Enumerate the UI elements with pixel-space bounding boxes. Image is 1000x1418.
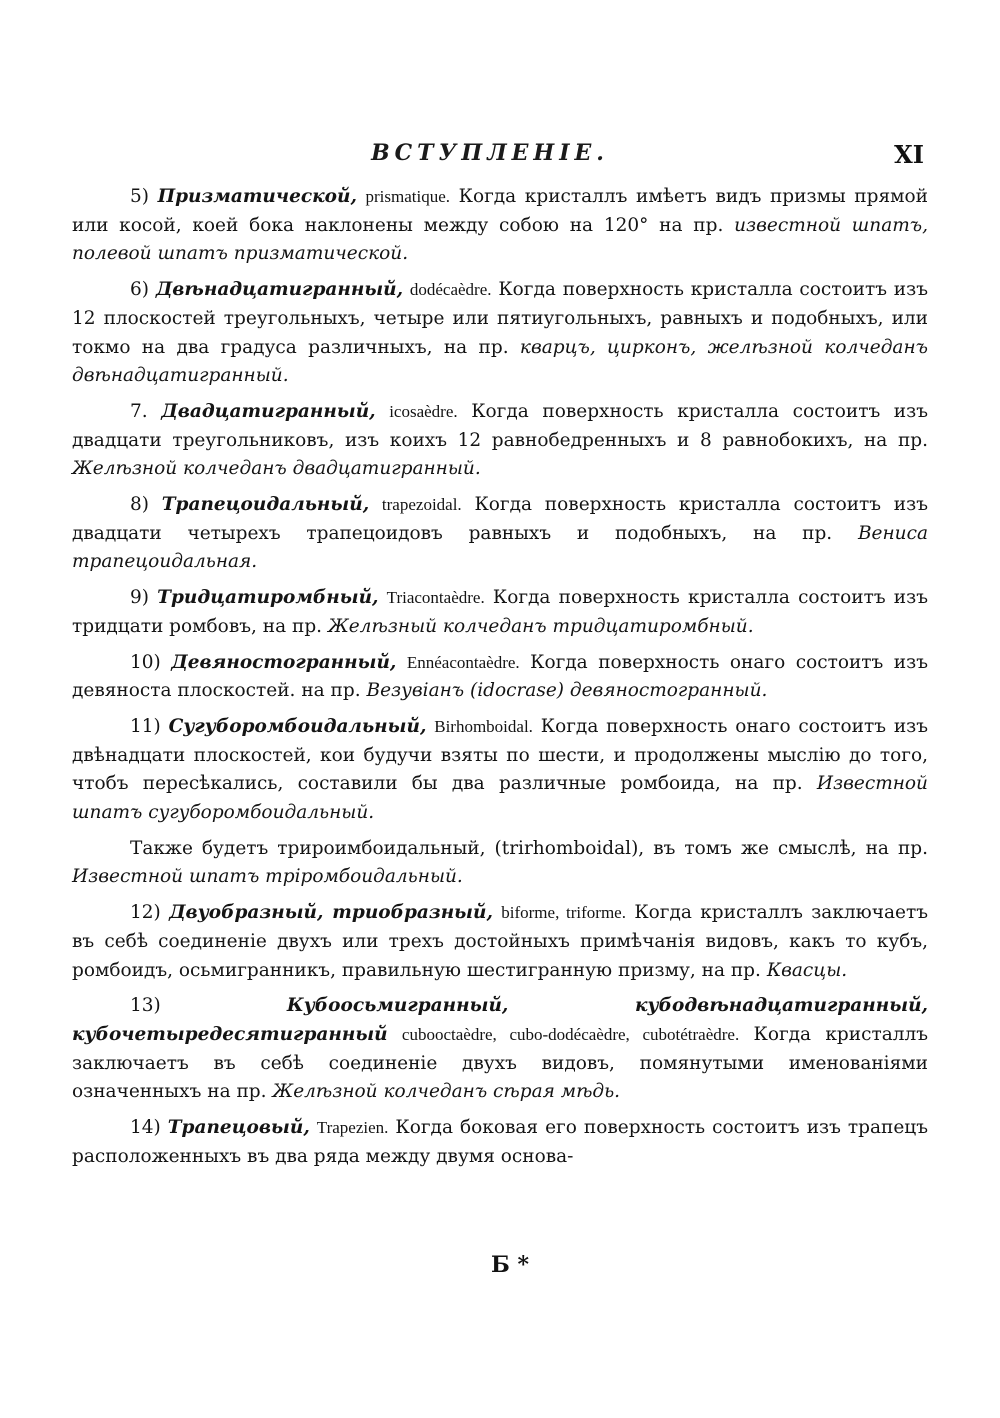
examples: Известной шпатъ сугуборомбоидальный. xyxy=(72,773,928,824)
definition-text: Когда кристаллъ имѣетъ видъ призмы прямой или косой, коей бока наклонены между собою на 120° на пр. xyxy=(72,186,928,236)
item-number: 12) xyxy=(130,902,161,924)
examples: Желѣзный колчеданъ тридцатиромбный. xyxy=(327,615,754,637)
examples: Известной шпатъ тріромбоидальный. xyxy=(72,866,463,888)
french-term: cubooctaèdre, cubo-dodécaèdre, cubotétraèdre. xyxy=(401,1024,740,1044)
term: Тридцатиромбный, xyxy=(157,587,379,609)
running-title: ВСТУПЛЕНIЕ. xyxy=(371,140,609,166)
paragraph-11 xyxy=(72,713,928,828)
examples: Вениса трапецоидальная. xyxy=(72,522,928,573)
examples: кварцъ, цирконъ, желѣзной колчеданъ двѣнадцатигранный. xyxy=(72,336,928,387)
term: Трапецовый, xyxy=(167,1117,310,1139)
term: Двѣнадцатигранный, xyxy=(155,279,404,301)
paragraph-12 xyxy=(72,899,928,985)
french-term: Birhomboidal. xyxy=(434,716,533,736)
definition-text: Когда поверхность кристалла состоитъ изъ двадцати треугольниковъ, изъ коихъ 12 равнобедренныхъ и 8 равнобокихъ, на пр. xyxy=(72,400,929,451)
definition-text: Когда поверхность онаго состоитъ изъ двѣнадцати плоскостей, кои будучи взяты по шести, и продолжены мыслію до того, чтобъ пересѣкались, составили бы два различные ромбоида, на пр. xyxy=(72,715,929,795)
french-term: Ennéacontaèdre. xyxy=(406,652,520,672)
page-footer xyxy=(0,1252,1000,1278)
paragraph-8 xyxy=(72,491,928,577)
item-number: 14) xyxy=(130,1117,161,1139)
examples: известной шпатъ, полевой шпатъ призматической. xyxy=(72,214,928,265)
definition-text: Когда поверхность кристалла состоитъ изъ 12 плоскостей треугольныхъ, четыре или пятиугольныхъ, равныхъ и подобныхъ, или токмо на два градуса различныхъ, на пр. xyxy=(72,279,928,358)
definition-text: Когда поверхность кристалла состоитъ изъ двадцати четырехъ трапецоидовъ равныхъ и подобныхъ, на пр. xyxy=(72,494,929,544)
definition-text: Также будетъ трироимбоидальный, (trirhomboidal), въ томъ же смыслѣ, на пр. xyxy=(130,837,928,859)
term: Сугуборомбоидальный, xyxy=(168,715,427,737)
examples: Квасцы. xyxy=(766,959,848,981)
paragraph-5 xyxy=(72,183,928,269)
page-number: XI xyxy=(894,140,924,169)
definition-text: Когда кристаллъ заключаетъ въ себѣ соединеніе двухъ видовъ, помянутыми именованіями означенныхъ на пр. xyxy=(72,1023,928,1103)
french-term: biforme, triforme. xyxy=(501,903,626,923)
term: Трапецоидальный, xyxy=(161,494,370,516)
term: Призматической, xyxy=(157,186,357,207)
item-number: 8) xyxy=(130,494,149,516)
paragraph-13 xyxy=(72,992,928,1107)
french-term: Trapezien. xyxy=(316,1118,389,1138)
paragraph-also xyxy=(72,835,928,892)
french-term: trapezoidal. xyxy=(381,495,462,515)
paragraph-7 xyxy=(72,398,928,484)
french-term: icosaèdre. xyxy=(389,401,458,421)
examples: Везувіанъ (idocrase) девяностогранный. xyxy=(366,680,768,702)
item-number: 13) xyxy=(130,995,161,1017)
definition-text: Когда поверхность онаго состоитъ изъ девяноста плоскостей. на пр. xyxy=(72,651,928,702)
paragraph-10 xyxy=(72,649,928,706)
french-term: prismatique. xyxy=(365,187,451,206)
item-number: 9) xyxy=(130,587,149,609)
item-number: 5) xyxy=(130,186,149,207)
term: Кубоосьмигранный, кубодвѣнадцатигранный, кубочетыредесятигранный xyxy=(72,995,928,1045)
french-term: Triacontaèdre. xyxy=(386,588,485,608)
item-number: 10) xyxy=(130,651,161,673)
item-number: 6) xyxy=(130,279,149,301)
item-number: 11) xyxy=(130,715,161,737)
signature-mark: Б * xyxy=(491,1252,529,1278)
term: Двуобразный, триобразный, xyxy=(169,902,493,924)
definition-text: Когда поверхность кристалла состоитъ изъ тридцати ромбовъ, на пр. xyxy=(72,587,928,637)
definition-text: Когда кристаллъ заключаетъ въ себѣ соединеніе двухъ или трехъ достойныхъ примѣчанія видовъ, какъ то кубъ, ромбоидъ, осьмигранникъ, правильную шестигранную призму, на пр. xyxy=(72,902,928,981)
term: Двадцатигранный, xyxy=(161,400,376,422)
item-number: 7. xyxy=(130,400,148,422)
paragraph-9 xyxy=(72,584,928,641)
body-text xyxy=(72,183,928,1179)
definition-text: Когда боковая его поверхность состоитъ изъ трапецъ расположенныхъ въ два ряда между двумя основа- xyxy=(72,1117,928,1167)
paragraph-14 xyxy=(72,1114,928,1171)
examples: Желѣзной колчеданъ двадцатигранный. xyxy=(72,458,481,480)
french-term: dodécaèdre. xyxy=(409,280,492,300)
examples: Желѣзной колчеданъ сѣрая мѣдь. xyxy=(272,1081,621,1103)
term: Девяностогранный, xyxy=(171,651,397,673)
page-header xyxy=(0,140,1000,174)
paragraph-6 xyxy=(72,276,928,391)
